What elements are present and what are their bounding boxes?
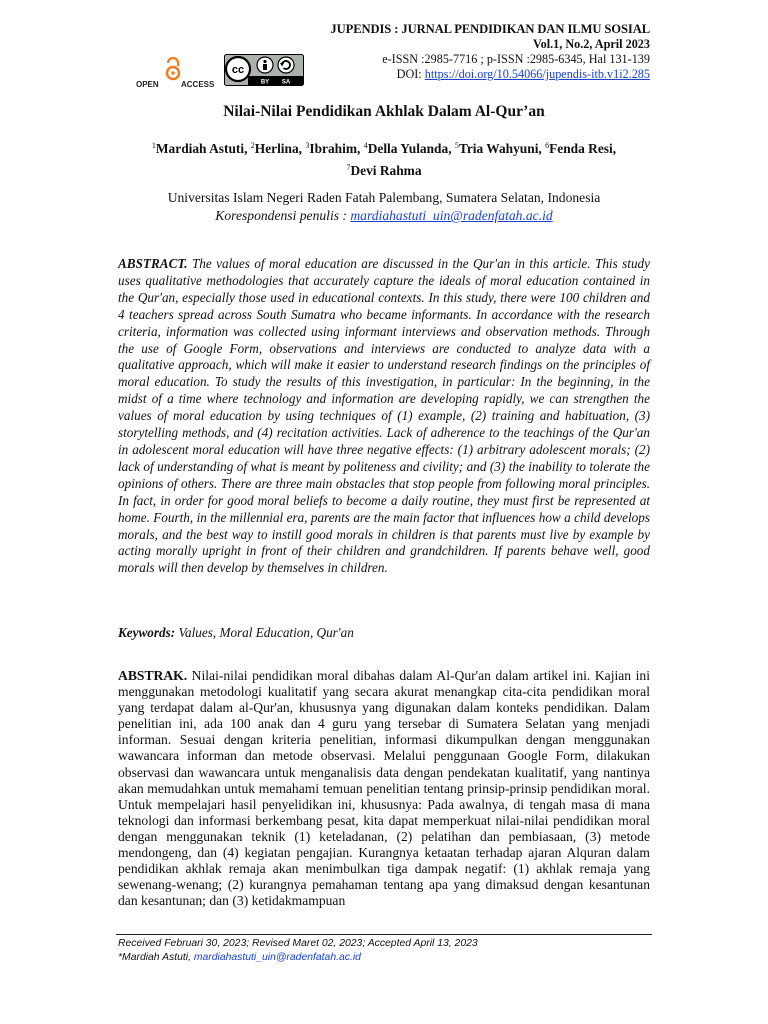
corresponding-author-note: *Mardiah Astuti, mardiahastuti_uin@radenfatah.ac.id: [118, 951, 361, 963]
journal-issn: e-ISSN :2985-7716 ; p-ISSN :2985-6345, Hal 131-139: [382, 52, 650, 66]
affiliation-block: [0, 189, 768, 225]
abstract-indonesian: [118, 668, 650, 909]
abstrak-text: Nilai-nilai pendidikan moral dibahas dalam Al-Qur'an dalam artikel ini. Kajian ini menggunakan metodologi kualitatif yang secara akurat menangkap cita-cita pendidikan moral yang terdapat dalam al-Qur'an, khususnya yang digunakan dalam konteks pendidikan. Dalam penelitian ini, ada 100 anak dan 4 guru yang tersebar di Sumatera Selatan yang menjadi informan. Sesuai dengan kriteria penelitian, informasi dikumpulkan dengan menggunakan wawancara informan dan metode observasi. Melalui penggunaan Google Form, dilakukan observasi dan wawancara untuk menganalisis data dengan pendekatan kualitatif, yang nantinya akan memudahkan untuk memahami temuan penelitian tentang prinsip-prinsip pendidikan moral. Untuk mempelajari hasil penyelidikan ini, khususnya: Pada awalnya, di tengah masa di mana teknologi dan informasi berkembang pesat, kita dapat memperkuat nilai-nilai pendidikan moral dengan menggunakan teknik (1) keteladanan, (2) pelatihan dan pembiasaan, (3) metode mendongeng, dan (4) kegiatan pengajian. Kurangnya ketaatan terhadap ajaran Alquran dalam pendidikan akhlak remaja akan menimbulkan tiga dampak negatif: (1) akhlak remaja yang sewenang-wenang; (2) kurangnya pemahaman tentang apa yang dimaksud dengan kesantunan dan kesantunan; dan (3) ketidakmampuan: [118, 668, 650, 909]
author-name: Herlina,: [254, 141, 306, 156]
author-name: Tria Wahyuni,: [458, 141, 546, 156]
svg-text:SA: SA: [281, 79, 291, 86]
author-name: Della Yulanda,: [367, 141, 455, 156]
abstract-label: ABSTRACT.: [118, 256, 188, 271]
affiliation: Universitas Islam Negeri Raden Fatah Palembang, Sumatera Selatan, Indonesia: [167, 190, 601, 205]
correspondence: Korespondensi penulis : mardiahastuti_uin@radenfatah.ac.id: [215, 208, 553, 223]
header-logos: [118, 50, 328, 92]
svg-text:BY: BY: [260, 79, 270, 86]
footer-notes: [118, 937, 650, 964]
abstrak-label: ABSTRAK.: [118, 668, 188, 683]
journal-title: JUPENDIS : JURNAL PENDIDIKAN DAN ILMU SOSIAL: [330, 22, 650, 36]
svg-text:cc: cc: [231, 64, 245, 76]
cc-by-sa-badge[interactable]: [224, 54, 304, 86]
svg-text:ACCESS: ACCESS: [181, 80, 215, 89]
journal-doi: DOI: https://doi.org/10.54066/jupendis-itb.v1i2.285: [396, 67, 650, 81]
author-name: Fenda Resi,: [549, 141, 617, 156]
received-dates: Received Februari 30, 2023; Revised Maret 02, 2023; Accepted April 13, 2023: [118, 938, 478, 949]
keywords: [118, 625, 650, 641]
keywords-text: Values, Moral Education, Qur'an: [175, 625, 354, 640]
author-list: $^1$Mardiah Astuti, $^2$Herlina, $^3$Ibrahim, $^4$Della Yulanda, $^5$Tria Wahyuni, $^6$Fenda Resi, $^7$Devi Rahma: [151, 141, 617, 178]
author-name: Devi Rahma: [350, 163, 422, 178]
abstract-english: [118, 256, 650, 577]
article-title: Nilai-Nilai Pendidikan Akhlak Dalam Al-Qur’an: [223, 103, 545, 120]
footer-divider: [116, 934, 652, 935]
journal-info: [330, 22, 650, 82]
author-name: Ibrahim,: [309, 141, 364, 156]
sa-share-icon: [278, 57, 294, 73]
doi-link[interactable]: https://doi.org/10.54066/jupendis-itb.v1i2.285: [424, 67, 650, 81]
abstract-text: The values of moral education are discussed in the Qur'an in this article. This study uses qualitative methodologies that accurately capture the ideals of moral education contained in the Qur'an, especially those used in educational contexts. In this study, there were 100 children and 4 teachers spread across South Sumatra who became informants. In accordance with the research criteria, information was collected using informant interviews and observation methods. Through the use of Google Form, observations and interviews are conducted to analyze data with a qualitative approach, which will make it easier to understand research findings on the principles of moral education. To study the results of this investigation, in particular: In the beginning, in the midst of a time where technology and information are developing rapidly, we can strengthen the values of moral education by using techniques of (1) example, (2) training and habituation, (3) storytelling methods, and (4) recitation activities. Lack of adherence to the teachings of the Qur'an in adolescent moral education will have three negative effects: (1) arbitrary adolescent morals; (2) lack of understanding of what is meant by politeness and civility; and (3) the inability to tolerate the opinions of others. There are three main obstacles that stop people from following moral principles. In fact, in order for good moral beliefs to become a daily routine, they must first be represented at home. Fourth, in the millennial era, parents are the main factor that influences how a child develops morals, and the best way to instill good morals in children is that parents must live by example by acting morally upright in front of their children and grandchildren. If parents behave well, good morals will then develop by themselves in children.: [118, 256, 650, 576]
open-access-logo: [126, 54, 216, 90]
keywords-label: Keywords:: [118, 625, 176, 640]
author-name: Mardiah Astuti,: [155, 141, 251, 156]
journal-volume: Vol.1, No.2, April 2023: [532, 37, 650, 51]
open-access-text: OPEN: [136, 80, 159, 89]
footer-email-link[interactable]: mardiahastuti_uin@radenfatah.ac.id: [193, 951, 361, 963]
correspondence-email-link[interactable]: mardiahastuti_uin@radenfatah.ac.id: [350, 208, 553, 223]
open-access-lock-icon: [167, 58, 179, 79]
